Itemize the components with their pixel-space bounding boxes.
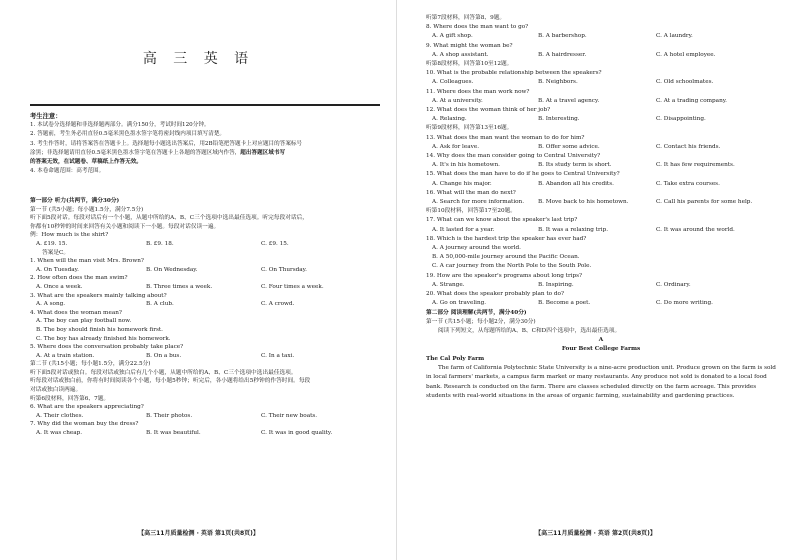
q19-opt-a: A. Strange. <box>432 281 465 288</box>
question-17-options <box>426 226 776 235</box>
q6-opt-c: C. Their new boats. <box>261 412 318 419</box>
sec2-title: 第二节 (共15小题；每小题1.5分，满分22.5分) <box>30 361 151 368</box>
q9-opt-a: A. A shop assistant. <box>432 51 489 58</box>
q1-opt-c: C. On Thursday. <box>261 266 307 273</box>
question-10-options <box>426 78 776 87</box>
question-16: 16. What will the man do next? <box>426 189 516 196</box>
question-11: 11. Where does the man work now? <box>426 88 530 95</box>
q7-opt-c: C. It was in good quality. <box>261 430 333 437</box>
q20-opt-b: B. Become a poet. <box>538 300 591 307</box>
question-2-options <box>30 283 382 292</box>
sec1-title: 第一节 (共5小题；每小题1.5分，满分7.5分) <box>30 206 144 213</box>
q3-opt-b: B. A club. <box>146 301 174 308</box>
notice-heading: 考生注意： <box>30 113 62 120</box>
notice-line-2: 2. 答题前，考生务必用直径0.5毫米黑色墨水签字笔将密封线内项目填写清楚。 <box>30 131 226 138</box>
q3-opt-a: A. A song. <box>36 301 66 308</box>
question-1: 1. When will the man visit Mrs. Brown? <box>30 258 144 265</box>
q8-opt-c: C. A laundry. <box>656 33 693 40</box>
q11-opt-a: A. At a university. <box>432 97 483 104</box>
material-10: 听第10段材料，回答第17至20题。 <box>426 208 516 215</box>
q14-opt-b: B. Its study term is short. <box>538 162 612 169</box>
q6-opt-b: B. Their photos. <box>146 412 193 419</box>
question-12: 12. What does the woman think of her job? <box>426 107 551 114</box>
q5-opt-c: C. In a taxi. <box>261 352 295 359</box>
example-opt-a: A. £19. 15. <box>36 240 68 247</box>
listening-section <box>30 197 382 438</box>
q18-opt-a: A. A journey around the world. <box>432 245 521 252</box>
part1-title: 第一部分 听力(共两节，满分30分) <box>30 198 120 204</box>
question-17: 17. What can we know about the speaker's last trip? <box>426 217 578 224</box>
question-8-options <box>426 32 776 41</box>
part2-desc: 阅读下列短文，从每题所给的A、B、C和D四个选项中，选出最佳选项。 <box>438 327 621 334</box>
q20-opt-a: A. Go on traveling. <box>432 300 487 307</box>
q9-opt-b: B. A hairdresser. <box>538 51 587 58</box>
example-answer: 答案是C。 <box>42 249 70 256</box>
q12-opt-b: B. Interesting. <box>538 116 580 123</box>
q14-opt-a: A. It's in his hometown. <box>432 162 500 169</box>
question-9: 9. What might the woman be? <box>426 42 513 49</box>
q13-opt-b: B. Offer some advice. <box>538 143 600 150</box>
part2-title: 第二部分 阅读理解(共两节，满分40分) <box>426 309 527 316</box>
question-4: 4. What does the woman mean? <box>30 309 122 316</box>
passage-title: Four Best College Farms <box>561 346 641 353</box>
q3-opt-c: C. A crowd. <box>261 301 295 308</box>
question-19-options <box>426 281 776 290</box>
sec2-desc-2: 听每段对话或独白前，你将有时间阅读各个小题，每小题5秒钟；听完后，各小题将给出5秒钟的作答时间。每段 <box>30 378 311 385</box>
sec1-desc-2: 你都有10秒钟的时间来回答有关小题和阅读下一小题。每段对话仅读一遍。 <box>30 223 220 230</box>
page-footer-left: 【高三11月质量检测 · 英语 第1页(共8页)】 <box>138 530 259 537</box>
question-13: 13. What does the man want the woman to do for him? <box>426 134 585 141</box>
question-12-options <box>426 115 776 124</box>
q15-opt-b: B. Abandon all his credits. <box>538 180 614 187</box>
question-15-options <box>426 180 776 189</box>
question-10: 10. What is the probable relationship between the speakers? <box>426 70 602 77</box>
q2-opt-a: A. Once a week. <box>36 283 83 290</box>
q5-opt-a: A. At a train station. <box>36 352 95 359</box>
q7-opt-b: B. It was beautiful. <box>146 430 201 437</box>
q2-opt-b: B. Three times a week. <box>146 283 213 290</box>
example-opt-b: B. £9. 18. <box>146 240 174 247</box>
notice-bold-tail: 超出答题区域书写 <box>240 149 286 156</box>
q15-opt-c: C. Take extra courses. <box>656 180 720 187</box>
q19-opt-c: C. Ordinary. <box>656 281 691 288</box>
q16-opt-c: C. Call his parents for some help. <box>656 199 753 206</box>
question-14-options <box>426 161 776 170</box>
q12-opt-c: C. Disappointing. <box>656 116 706 123</box>
notice-line-3b-text: 涂黑；非选择题请用直径0.5毫米黑色墨水签字笔在答题卡上各题的答题区域内作答， <box>30 149 241 156</box>
question-15: 15. What does the man have to do if he goes to Central University? <box>426 171 620 178</box>
question-20: 20. What does the speaker probably plan to do? <box>426 291 565 298</box>
question-18: 18. Which is the hardest trip the speaker has ever had? <box>426 235 587 242</box>
sec1-desc-1: 听下面5段对话。每段对话后有一个小题，从题中所给的A、B、C三个选项中选出最佳选项。听完每段对话后， <box>30 215 308 222</box>
q8-opt-a: A. A gift shop. <box>432 33 473 40</box>
sec2-desc-3: 对话或独白读两遍。 <box>30 387 82 394</box>
material-7: 听第7段材料，回答第8、9题。 <box>426 15 506 21</box>
question-11-options <box>426 97 776 106</box>
q8-opt-b: B. A barbershop. <box>538 33 587 40</box>
question-5: 5. Where does the conversation probably take place? <box>30 344 184 351</box>
q10-opt-c: C. Old schoolmates. <box>656 79 714 86</box>
q1-opt-b: B. On Wednesday. <box>146 266 198 273</box>
q15-opt-a: A. Change his major. <box>432 180 492 187</box>
q16-opt-b: B. Move back to his hometown. <box>538 199 629 206</box>
q18-opt-c: C. A car journey from the North Pole to the South Pole. <box>432 263 592 270</box>
q11-opt-b: B. At a travel agency. <box>538 97 600 104</box>
q19-opt-b: B. Inspiring. <box>538 281 574 288</box>
notice-line-3b <box>30 149 380 158</box>
sec2-desc-1: 听下面5段对话或独白。每段对话或独白后有几个小题，从题中所给的A、B、C三个选项中选出最佳选项。 <box>30 369 297 376</box>
q6-opt-a: A. Their clothes. <box>36 412 84 419</box>
q20-opt-c: C. Do more writing. <box>656 300 713 307</box>
exam-notice <box>30 112 380 176</box>
question-7-options <box>30 429 382 438</box>
question-3: 3. What are the speakers mainly talking about? <box>30 292 167 299</box>
sec1-desc-3: 例：How much is the shirt? <box>30 232 109 239</box>
q4-opt-b: B. The boy should finish his homework first. <box>36 326 163 333</box>
passage-paragraph: The farm of California Polytechnic State University is a nine-acre production unit. Produce grown on the farm is sold in local farmers' markets, a campus farm market or many restaurants. Any produce not sold is donated to a local food bank. Research is conducted on the farm. There are classes scheduled directly on the farm acreage. This provides students with real-world situations in the areas of organic farming, sustainability and gardening practices. <box>426 364 776 399</box>
q13-opt-a: A. Ask for leave. <box>432 143 480 150</box>
q18-opt-b: B. A 50,000-mile journey around the Pacific Ocean. <box>432 254 580 261</box>
q12-opt-a: A. Relaxing. <box>432 116 467 123</box>
notice-bold-line: 的答案无效，在试题卷、草稿纸上作答无效。 <box>30 159 142 166</box>
question-1-options <box>30 266 382 275</box>
q16-opt-a: A. Search for more information. <box>432 199 525 206</box>
question-16-options <box>426 198 776 207</box>
question-14: 14. Why does the man consider going to Central University? <box>426 153 601 160</box>
q5-opt-b: B. On a bus. <box>146 352 182 359</box>
part2-sec1-title: 第一节 (共15小题；每小题2分，满分30分) <box>426 318 536 325</box>
q7-opt-a: A. It was cheap. <box>36 430 83 437</box>
material-9: 听第9段材料，回答第13至16题。 <box>426 125 513 132</box>
q2-opt-c: C. Four times a week. <box>261 283 324 290</box>
listening-section-continued <box>426 14 776 401</box>
q9-opt-c: C. A hotel employee. <box>656 51 716 58</box>
page-title: 高 三 英 语 <box>142 51 255 67</box>
question-6-options <box>30 412 382 421</box>
question-2: 2. How often does the man swim? <box>30 275 128 282</box>
page-divider <box>396 0 397 560</box>
q13-opt-c: C. Contact his friends. <box>656 143 721 150</box>
question-6: 6. What are the speakers appreciating? <box>30 404 144 411</box>
question-20-options <box>426 299 776 308</box>
question-19: 19. How are the speaker's programs about long trips? <box>426 272 583 279</box>
question-9-options <box>426 51 776 60</box>
notice-line-4: 4. 本卷命题范围：高考范围。 <box>30 168 105 175</box>
notice-line-1: 1. 本试卷分选择题和非选择题两部分。满分150分，考试时间120分钟。 <box>30 122 210 129</box>
q1-opt-a: A. On Tuesday. <box>36 266 79 273</box>
q4-opt-a: A. The boy can play football now. <box>36 318 132 325</box>
q10-opt-a: A. Colleagues. <box>432 79 474 86</box>
q4-opt-c: C. The boy has already finished his homework. <box>36 335 171 342</box>
q14-opt-c: C. It has few requirements. <box>656 162 735 169</box>
sec2-desc-4: 听第6段材料，回答第6、7题。 <box>30 395 110 402</box>
q11-opt-c: C. At a trading company. <box>656 97 727 104</box>
page-footer-right: 【高三11月质量检测 · 英语 第2页(共8页)】 <box>535 530 656 537</box>
title-rule <box>30 104 380 106</box>
question-13-options <box>426 143 776 152</box>
notice-line-3: 3. 考生作答时，请将答案答在答题卡上。选择题每小题选出答案后，用2B铅笔把答题卡上对应题目的答案标号 <box>30 140 303 147</box>
passage-subhead: The Cal Poly Farm <box>426 355 485 362</box>
q17-opt-b: B. It was a relaxing trip. <box>538 226 609 233</box>
example-opt-c: C. £9. 15. <box>261 240 289 247</box>
example-options <box>30 240 382 249</box>
material-8: 听第8段材料，回答第10至12题。 <box>426 61 513 68</box>
question-5-options <box>30 352 382 361</box>
q10-opt-b: B. Neighbors. <box>538 79 578 86</box>
question-8: 8. Where does the man want to go? <box>426 24 529 31</box>
question-7: 7. Why did the woman buy the dress? <box>30 421 139 428</box>
q17-opt-a: A. It lasted for a year. <box>432 226 495 233</box>
question-3-options <box>30 300 382 309</box>
q17-opt-c: C. It was around the world. <box>656 226 735 233</box>
passage-letter: A <box>598 337 604 344</box>
